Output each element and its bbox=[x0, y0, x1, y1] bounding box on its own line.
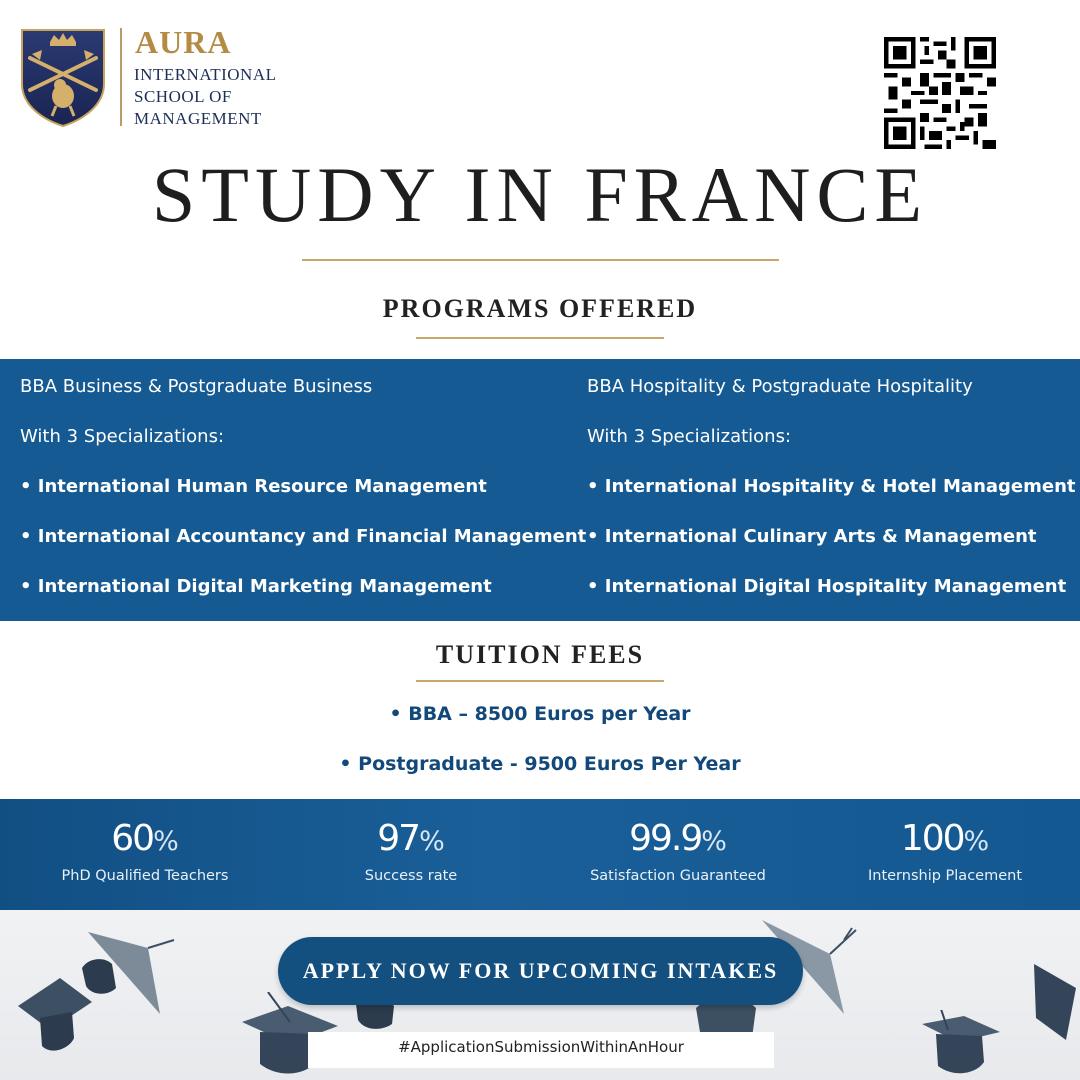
stat-success-rate bbox=[281, 817, 541, 884]
specialization-item: • International Culinary Arts & Management bbox=[587, 526, 1037, 547]
apply-now-button[interactable]: APPLY NOW FOR UPCOMING INTAKES bbox=[278, 937, 803, 1005]
hero-underline bbox=[302, 259, 779, 261]
brand-subtitle-line: INTERNATIONAL bbox=[134, 65, 277, 84]
specializations-intro: With 3 Specializations: bbox=[20, 426, 225, 447]
graduation-cap-icon bbox=[918, 1010, 1008, 1080]
stat-label: Satisfaction Guaranteed bbox=[590, 868, 766, 884]
hashtag-text: #ApplicationSubmissionWithinAnHour bbox=[398, 1038, 684, 1056]
stat-satisfaction bbox=[548, 817, 808, 884]
graduation-cap-icon bbox=[1026, 958, 1080, 1048]
program-title-business: BBA Business & Postgraduate Business bbox=[20, 376, 373, 397]
specialization-item: • International Digital Hospitality Management bbox=[587, 576, 1067, 597]
stat-internship bbox=[815, 817, 1075, 884]
program-title-hospitality: BBA Hospitality & Postgraduate Hospitality bbox=[587, 376, 973, 397]
stat-value: 99.9% bbox=[629, 818, 727, 859]
programs-hospitality-column bbox=[587, 373, 1076, 623]
stat-label: PhD Qualified Teachers bbox=[61, 868, 229, 884]
qr-code[interactable] bbox=[884, 37, 996, 149]
graduation-cap-icon bbox=[78, 918, 188, 1028]
brand-subtitle bbox=[134, 64, 276, 130]
specialization-item: • International Human Resource Management bbox=[20, 476, 487, 497]
fee-postgraduate: • Postgraduate - 9500 Euros Per Year bbox=[339, 753, 741, 775]
programs-heading-rule bbox=[416, 337, 664, 339]
stat-value: 97% bbox=[377, 818, 445, 859]
brand-name: AURA bbox=[135, 24, 232, 60]
hero-title: STUDY IN FRANCE bbox=[151, 151, 929, 238]
tuition-heading-rule bbox=[416, 680, 664, 682]
stat-label: Success rate bbox=[364, 868, 458, 884]
programs-heading: PROGRAMS OFFERED bbox=[382, 294, 698, 323]
stat-value: 60% bbox=[111, 818, 179, 859]
fee-bba: • BBA – 8500 Euros per Year bbox=[389, 703, 691, 725]
programs-panel bbox=[0, 359, 1080, 621]
specialization-item: • International Digital Marketing Management bbox=[20, 576, 492, 597]
stat-label: Internship Placement bbox=[867, 868, 1023, 884]
stat-value: 100% bbox=[900, 818, 990, 859]
brand-subtitle-line: MANAGEMENT bbox=[134, 109, 262, 128]
brand-subtitle-line: SCHOOL OF bbox=[134, 87, 232, 106]
specializations-intro: With 3 Specializations: bbox=[587, 426, 792, 447]
stat-phd-teachers bbox=[15, 817, 275, 884]
school-crest-logo bbox=[20, 28, 106, 128]
logo-divider bbox=[120, 28, 122, 126]
specialization-item: • International Accountancy and Financial Management bbox=[20, 526, 587, 547]
programs-business-column bbox=[20, 373, 586, 623]
specialization-item: • International Hospitality & Hotel Management bbox=[587, 476, 1076, 497]
stats-band bbox=[0, 799, 1080, 910]
tuition-heading: TUITION FEES bbox=[435, 640, 645, 669]
